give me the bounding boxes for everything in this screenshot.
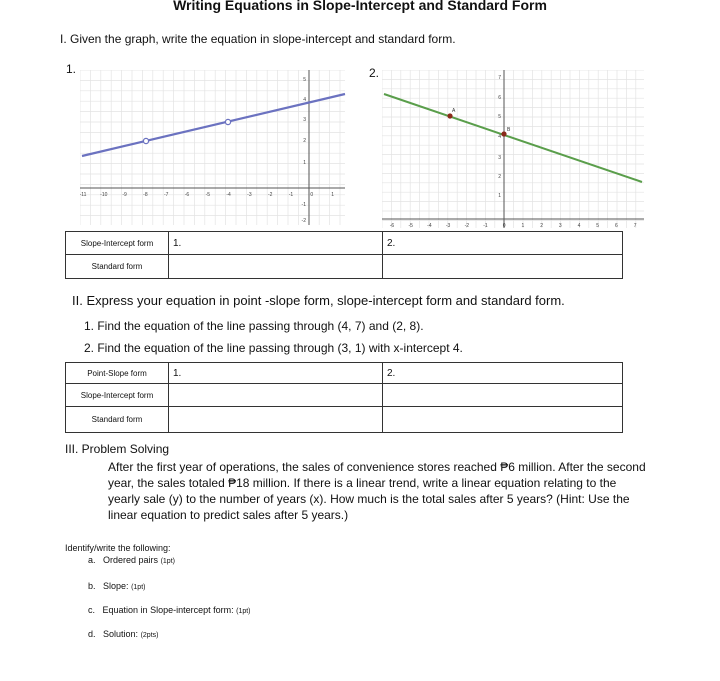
table1-label-slope-intercept: Slope-Intercept form — [66, 232, 169, 255]
tick-label: -9 — [122, 192, 127, 198]
tick-label: -4 — [226, 192, 231, 198]
tick-label: -6 — [184, 192, 190, 198]
graph1 — [80, 70, 350, 230]
section3-heading: III. Problem Solving — [65, 442, 170, 456]
graph2-point-a — [447, 113, 452, 118]
graph1-point-2 — [225, 119, 230, 124]
table1-cell-4[interactable] — [383, 255, 623, 279]
graph2-line — [384, 94, 642, 182]
tick-label: 1 — [331, 192, 334, 198]
tick-label: -5 — [408, 223, 413, 229]
answer-table-1 — [65, 231, 623, 279]
table2-label-slope-intercept: Slope-Intercept form — [66, 384, 169, 407]
table2-row-slope-intercept — [66, 384, 623, 407]
graph1-number: 1. — [66, 62, 77, 76]
tick-label: 5 — [596, 223, 600, 229]
graph2-point-b-label: B — [507, 127, 511, 133]
tick-label: -6 — [389, 223, 395, 229]
graph2-y-tick-labels — [498, 75, 501, 199]
sub-item-c-text: Equation in Slope-intercept form: — [102, 605, 234, 615]
tick-label: -11 — [80, 192, 87, 198]
table2-cell-6[interactable] — [383, 407, 623, 433]
sub-item-b-letter: b. — [88, 581, 96, 591]
section1-heading: I. Given the graph, write the equation in slope-intercept and standard form. — [60, 32, 456, 46]
tick-label: -7 — [163, 192, 169, 198]
graph1-y-tick-labels — [302, 77, 307, 224]
graph2-grid — [382, 70, 644, 228]
tick-label: 3 — [303, 117, 306, 123]
tick-label: -4 — [427, 223, 432, 229]
section2-item-2: 2. Find the equation of the line passing through (3, 1) with x-intercept 4. — [84, 341, 463, 355]
table2-row-point-slope — [66, 363, 623, 384]
tick-label: -1 — [288, 192, 294, 198]
tick-label: 5 — [303, 77, 306, 83]
table2-cell-5[interactable] — [169, 407, 383, 433]
tick-label: 6 — [615, 223, 618, 229]
tick-label: 7 — [498, 75, 501, 81]
sub-item-c — [88, 605, 251, 615]
tick-label: 4 — [498, 134, 501, 140]
section2-item-1: 1. Find the equation of the line passing through (4, 7) and (2, 8). — [84, 319, 424, 333]
table2-cell-1[interactable]: 1. — [169, 363, 383, 384]
sub-item-a-points: (1pt) — [160, 558, 175, 565]
graph1-point-1 — [143, 138, 148, 143]
sub-item-a-text: Ordered pairs — [103, 555, 159, 565]
tick-label: 2 — [303, 138, 306, 144]
tick-label: 2 — [498, 174, 501, 180]
sub-item-a — [88, 555, 175, 565]
tick-label: 5 — [498, 114, 501, 120]
sub-item-a-letter: a. — [88, 555, 96, 565]
table2-label-standard: Standard form — [66, 407, 169, 433]
graph2-x-tick-labels — [390, 223, 637, 229]
sub-item-c-points: (1pt) — [236, 608, 251, 615]
page-title: Writing Equations in Slope-Intercept and Standard Form — [173, 0, 547, 13]
tick-label: -5 — [205, 192, 211, 198]
tick-label: -2 — [464, 223, 470, 229]
graph2-point-b — [501, 131, 506, 136]
sub-item-b-points: (1pt) — [131, 584, 146, 591]
sub-item-b-text: Slope: — [103, 581, 129, 591]
answer-table-2 — [65, 362, 623, 433]
graph2-number: 2. — [369, 66, 380, 80]
table1-row-standard — [66, 255, 623, 279]
sub-item-d — [88, 629, 158, 639]
tick-label: 6 — [498, 95, 501, 101]
sub-item-c-letter: c. — [88, 605, 96, 615]
graph2 — [382, 70, 648, 232]
tick-label: -2 — [301, 218, 306, 224]
tick-label: 2 — [540, 223, 543, 229]
tick-label: 0 — [310, 192, 314, 198]
tick-label: 4 — [577, 223, 581, 229]
tick-label: -3 — [247, 192, 252, 198]
tick-label: -1 — [301, 202, 306, 208]
tick-label: 4 — [303, 97, 306, 103]
tick-label: 1 — [521, 223, 525, 229]
table1-cell-1[interactable]: 1. — [169, 232, 383, 255]
tick-label: -3 — [445, 223, 451, 229]
table2-cell-2[interactable]: 2. — [383, 363, 623, 384]
tick-label: -10 — [100, 192, 108, 198]
table2-label-point-slope: Point-Slope form — [66, 363, 169, 384]
tick-label: 1 — [303, 160, 306, 166]
sub-item-d-text: Solution: — [103, 629, 139, 639]
tick-label: 3 — [498, 155, 501, 161]
tick-label: 1 — [498, 193, 501, 199]
table2-row-standard — [66, 407, 623, 433]
table1-cell-2[interactable]: 2. — [383, 232, 623, 255]
graph2-point-a-label: A — [452, 108, 456, 114]
problem-paragraph: After the first year of operations, the sales of convenience stores reached ₱6 million. After the second year, the sales totaled ₱18 million. If there is a linear trend, write a linear equation relating to the yearly sale (y) to the number of years (x). How much is the total sales after 5 years? (Hint: Use the linear equation to predict sales after 5 years.) — [108, 460, 646, 522]
identify-instruction: Identify/write the following: — [65, 543, 171, 553]
tick-label: 7 — [633, 223, 637, 229]
table2-cell-4[interactable] — [383, 384, 623, 407]
tick-label: 0 — [502, 223, 506, 229]
table1-cell-3[interactable] — [169, 255, 383, 279]
sub-item-b — [88, 581, 145, 591]
sub-item-d-letter: d. — [88, 629, 96, 639]
table1-label-standard: Standard form — [66, 255, 169, 279]
tick-label: -8 — [143, 192, 148, 198]
tick-label: -1 — [483, 223, 488, 229]
section2-heading: II. Express your equation in point -slope form, slope-intercept form and standard form. — [72, 293, 565, 308]
tick-label: -2 — [267, 192, 273, 198]
table2-cell-3[interactable] — [169, 384, 383, 407]
sub-item-d-points: (2pts) — [140, 632, 159, 639]
tick-label: 3 — [558, 223, 562, 229]
table1-row-slope-intercept — [66, 232, 623, 255]
